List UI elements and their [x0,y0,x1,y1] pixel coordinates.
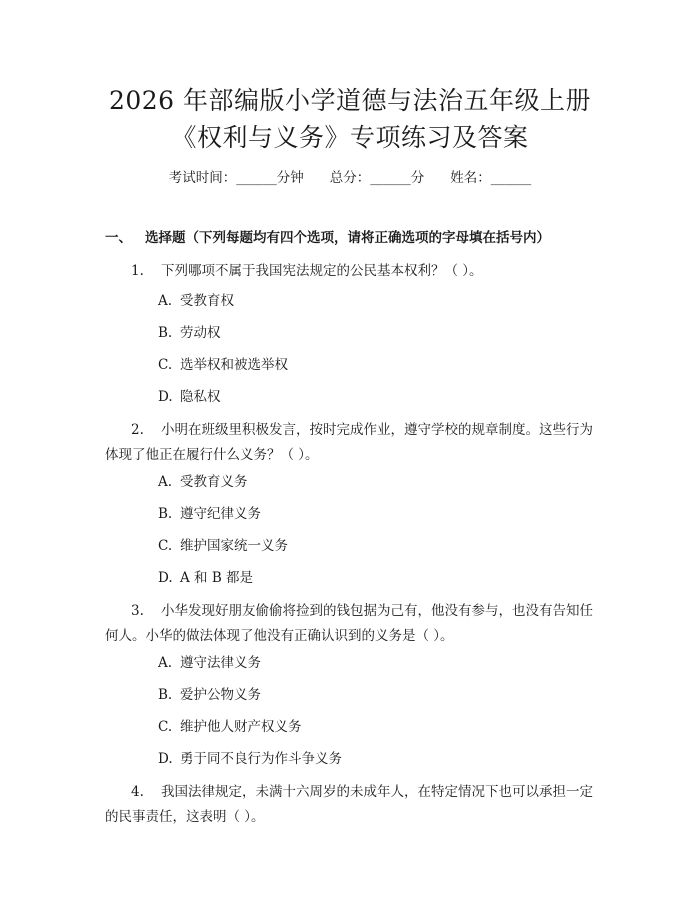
option-letter: D. [158,570,173,586]
question-2 [105,418,599,468]
question-1-option-b [158,323,221,343]
question-2-option-c [158,536,288,556]
option-text: 遵守法律义务 [180,655,261,671]
option-letter: A. [158,474,173,490]
section-heading [105,228,550,248]
option-letter: B. [158,506,173,522]
question-4 [105,780,599,830]
option-letter: B. [158,325,173,341]
question-3-option-d [158,749,342,769]
question-1-option-a [158,291,234,311]
option-letter: D. [158,751,173,767]
question-number: 1. [131,263,144,279]
option-text: 受教育权 [180,293,234,309]
option-letter: C. [158,719,173,735]
exam-time-field: 考试时间：______分钟 [168,170,304,186]
question-1-option-c [158,355,288,375]
question-number: 3. [131,603,144,619]
question-text: 小明在班级里积极发言，按时完成作业，遵守学校的规章制度。这些行为体现了他正在履行什么义务？（ ）。 [105,422,593,463]
question-number: 4. [131,784,144,800]
option-letter: A. [158,293,173,309]
student-name-field: 姓名：______ [450,170,532,186]
question-3-option-a [158,653,261,673]
option-text: 爱护公物义务 [180,687,261,703]
option-text: 遵守纪律义务 [180,506,261,522]
section-title: 选择题（下列每题均有四个选项，请将正确选项的字母填在括号内） [145,230,550,246]
question-1 [105,259,599,284]
option-letter: B. [158,687,173,703]
option-text: 勇于同不良行为作斗争义务 [180,751,342,767]
question-3-option-b [158,685,261,705]
question-3-option-c [158,717,302,737]
question-2-option-d [158,568,253,588]
section-number: 一、 [105,230,132,246]
option-letter: A. [158,655,173,671]
option-text: 选举权和被选举权 [180,357,288,373]
question-text: 我国法律规定，未满十六周岁的未成年人，在特定情况下也可以承担一定的民事责任，这表明（ ）。 [105,784,593,825]
document-title-line2: 《权利与义务》专项练习及答案 [171,123,529,152]
question-2-option-a [158,472,248,492]
option-text: 维护他人财产权义务 [180,719,302,735]
option-letter: C. [158,538,173,554]
document-title-line1: 2026 年部编版小学道德与法治五年级上册 [108,86,592,115]
option-text: 隐私权 [180,389,221,405]
question-3 [105,599,599,649]
option-letter: D. [158,389,173,405]
total-score-field: 总分：______分 [329,170,425,186]
question-text: 下列哪项不属于我国宪法规定的公民基本权利？（ ）。 [161,263,483,279]
question-number: 2. [131,422,144,438]
option-text: 维护国家统一义务 [180,538,288,554]
option-letter: C. [158,357,173,373]
option-text: 劳动权 [180,325,221,341]
question-text: 小华发现好朋友偷偷将捡到的钱包据为己有，他没有参与，也没有告知任何人。小华的做法体现了他没有正确认识到的义务是（ ）。 [105,603,593,644]
option-text: 受教育义务 [180,474,248,490]
question-1-option-d [158,387,221,407]
question-2-option-b [158,504,261,524]
exam-info [0,168,700,188]
option-text: A 和 B 都是 [180,570,254,586]
